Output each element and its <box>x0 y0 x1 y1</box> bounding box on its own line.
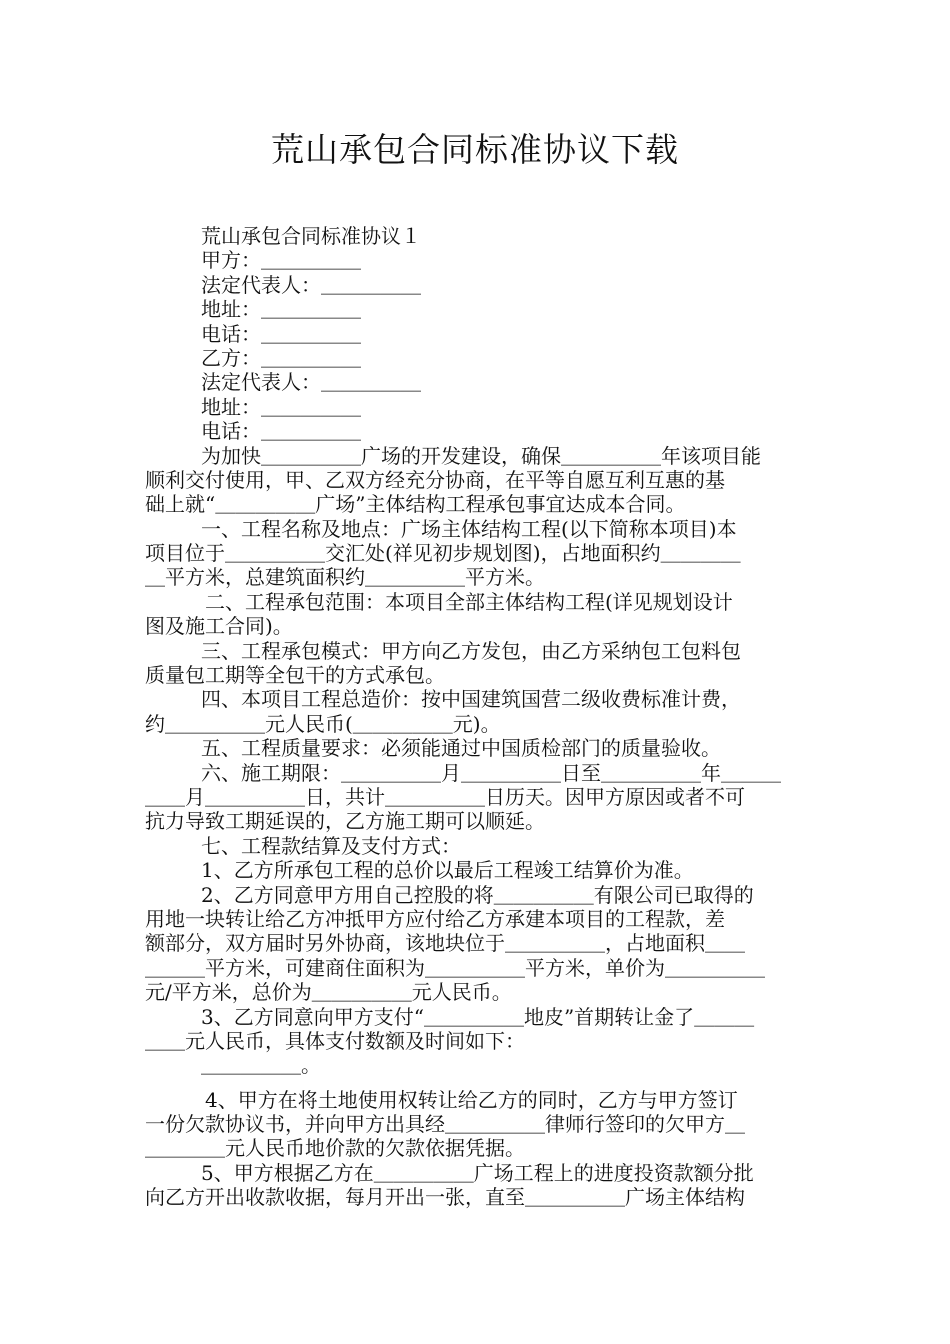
clause-7-item-2-line: 2、乙方同意甲方用自己控股的将＿＿＿＿＿有限公司已取得的 <box>201 882 754 907</box>
clause-7-item-3-blank: ＿＿＿＿＿。 <box>201 1053 321 1078</box>
clause-7-item-1: 1、乙方所承包工程的总价以最后工程竣工结算价为准。 <box>201 858 694 883</box>
clause-7-item-2-line: ＿＿＿平方米，可建商住面积为＿＿＿＿＿平方米，单价为＿＿＿＿＿ <box>145 955 765 980</box>
party-a-phone-field: 电话：＿＿＿＿＿ <box>201 321 361 346</box>
clause-1-line: 一、工程名称及地点：广场主体结构工程(以下简称本项目)本 <box>201 516 737 541</box>
clause-7-item-3-line: 3、乙方同意向甲方支付“＿＿＿＿＿地皮”首期转让金了＿＿＿ <box>201 1004 755 1029</box>
agreement-heading: 荒山承包合同标准协议１ <box>201 224 421 248</box>
clause-2-line: 二、工程承包范围：本项目全部主体结构工程(详见规划设计 <box>205 589 733 614</box>
preamble-line: 顺利交付使用，甲、乙双方经充分协商，在平等自愿互利互惠的基 <box>145 467 725 492</box>
party-b-field: 乙方：＿＿＿＿＿ <box>201 345 361 370</box>
paragraph-gap <box>145 1078 807 1088</box>
clause-1-line: 项目位于＿＿＿＿＿交汇处(祥见初步规划图)，占地面积约＿＿＿＿ <box>145 541 741 566</box>
clause-7-item-5-line: 向乙方开出收款收据，每月开出一张，直至＿＿＿＿＿广场主体结构 <box>145 1185 745 1210</box>
clause-7-item-2-line: 用地一块转让给乙方冲抵甲方应付给乙方承建本项目的工程款，差 <box>145 906 725 931</box>
party-b-phone-field: 电话：＿＿＿＿＿ <box>201 419 361 444</box>
clause-2-line: 图及施工合同)。 <box>145 614 293 639</box>
document-title: 荒山承包合同标准协议下载 <box>271 130 679 169</box>
preamble-line: 为加快＿＿＿＿＿广场的开发建设，确保＿＿＿＿＿年该项目能 <box>201 443 761 468</box>
clause-6-line: 抗力导致工期延误的，乙方施工期可以顺延。 <box>145 809 545 834</box>
party-b-address-field: 地址：＿＿＿＿＿ <box>201 394 361 419</box>
party-b-representative-field: 法定代表人：＿＿＿＿＿ <box>201 370 421 395</box>
contract-body <box>145 224 807 1210</box>
clause-7-heading: 七、工程款结算及支付方式： <box>201 833 461 858</box>
clause-4-line: 约＿＿＿＿＿元人民币(＿＿＿＿＿元)。 <box>145 711 501 736</box>
clause-7-item-3-line: ＿＿元人民币，具体支付数额及时间如下： <box>145 1028 525 1053</box>
clause-7-item-4-line: 4、甲方在将土地使用权转让给乙方的同时，乙方与甲方签订 <box>205 1087 738 1112</box>
party-a-field: 甲方：＿＿＿＿＿ <box>201 248 361 273</box>
clause-6-line: 六、施工期限：＿＿＿＿＿月＿＿＿＿＿日至＿＿＿＿＿年＿＿＿ <box>201 760 781 785</box>
clause-3-line: 质量包工期等全包干的方式承包。 <box>145 663 445 688</box>
clause-7-item-4-line: ＿＿＿＿元人民币地价款的欠款依据凭据。 <box>145 1136 525 1161</box>
clause-7-item-4-line: 一份欠款协议书，并向甲方出具经＿＿＿＿＿律师行签印的欠甲方＿ <box>145 1112 745 1137</box>
clause-3-line: 三、工程承包模式：甲方向乙方发包，由乙方采纳包工包料包 <box>201 638 741 663</box>
clause-7-item-2-line: 元/平方米，总价为＿＿＿＿＿元人民币。 <box>145 980 512 1005</box>
clause-5-line: 五、工程质量要求：必须能通过中国质检部门的质量验收。 <box>201 736 721 761</box>
clause-6-line: ＿＿月＿＿＿＿＿日，共计＿＿＿＿＿日历天。因甲方原因或者不可 <box>145 784 745 809</box>
clause-7-item-5-line: 5、甲方根据乙方在＿＿＿＿＿广场工程上的进度投资款额分批 <box>201 1160 754 1185</box>
clause-7-item-2-line: 额部分，双方届时另外协商，该地块位于＿＿＿＿＿，占地面积＿＿ <box>145 931 745 956</box>
preamble-line: 础上就“＿＿＿＿＿广场”主体结构工程承包事宜达成本合同。 <box>145 492 686 517</box>
party-a-representative-field: 法定代表人：＿＿＿＿＿ <box>201 272 421 297</box>
clause-1-line: ＿平方米，总建筑面积约＿＿＿＿＿平方米。 <box>145 565 545 590</box>
clause-4-line: 四、本项目工程总造价：按中国建筑国营二级收费标准计费， <box>201 687 741 712</box>
party-a-address-field: 地址：＿＿＿＿＿ <box>201 297 361 322</box>
